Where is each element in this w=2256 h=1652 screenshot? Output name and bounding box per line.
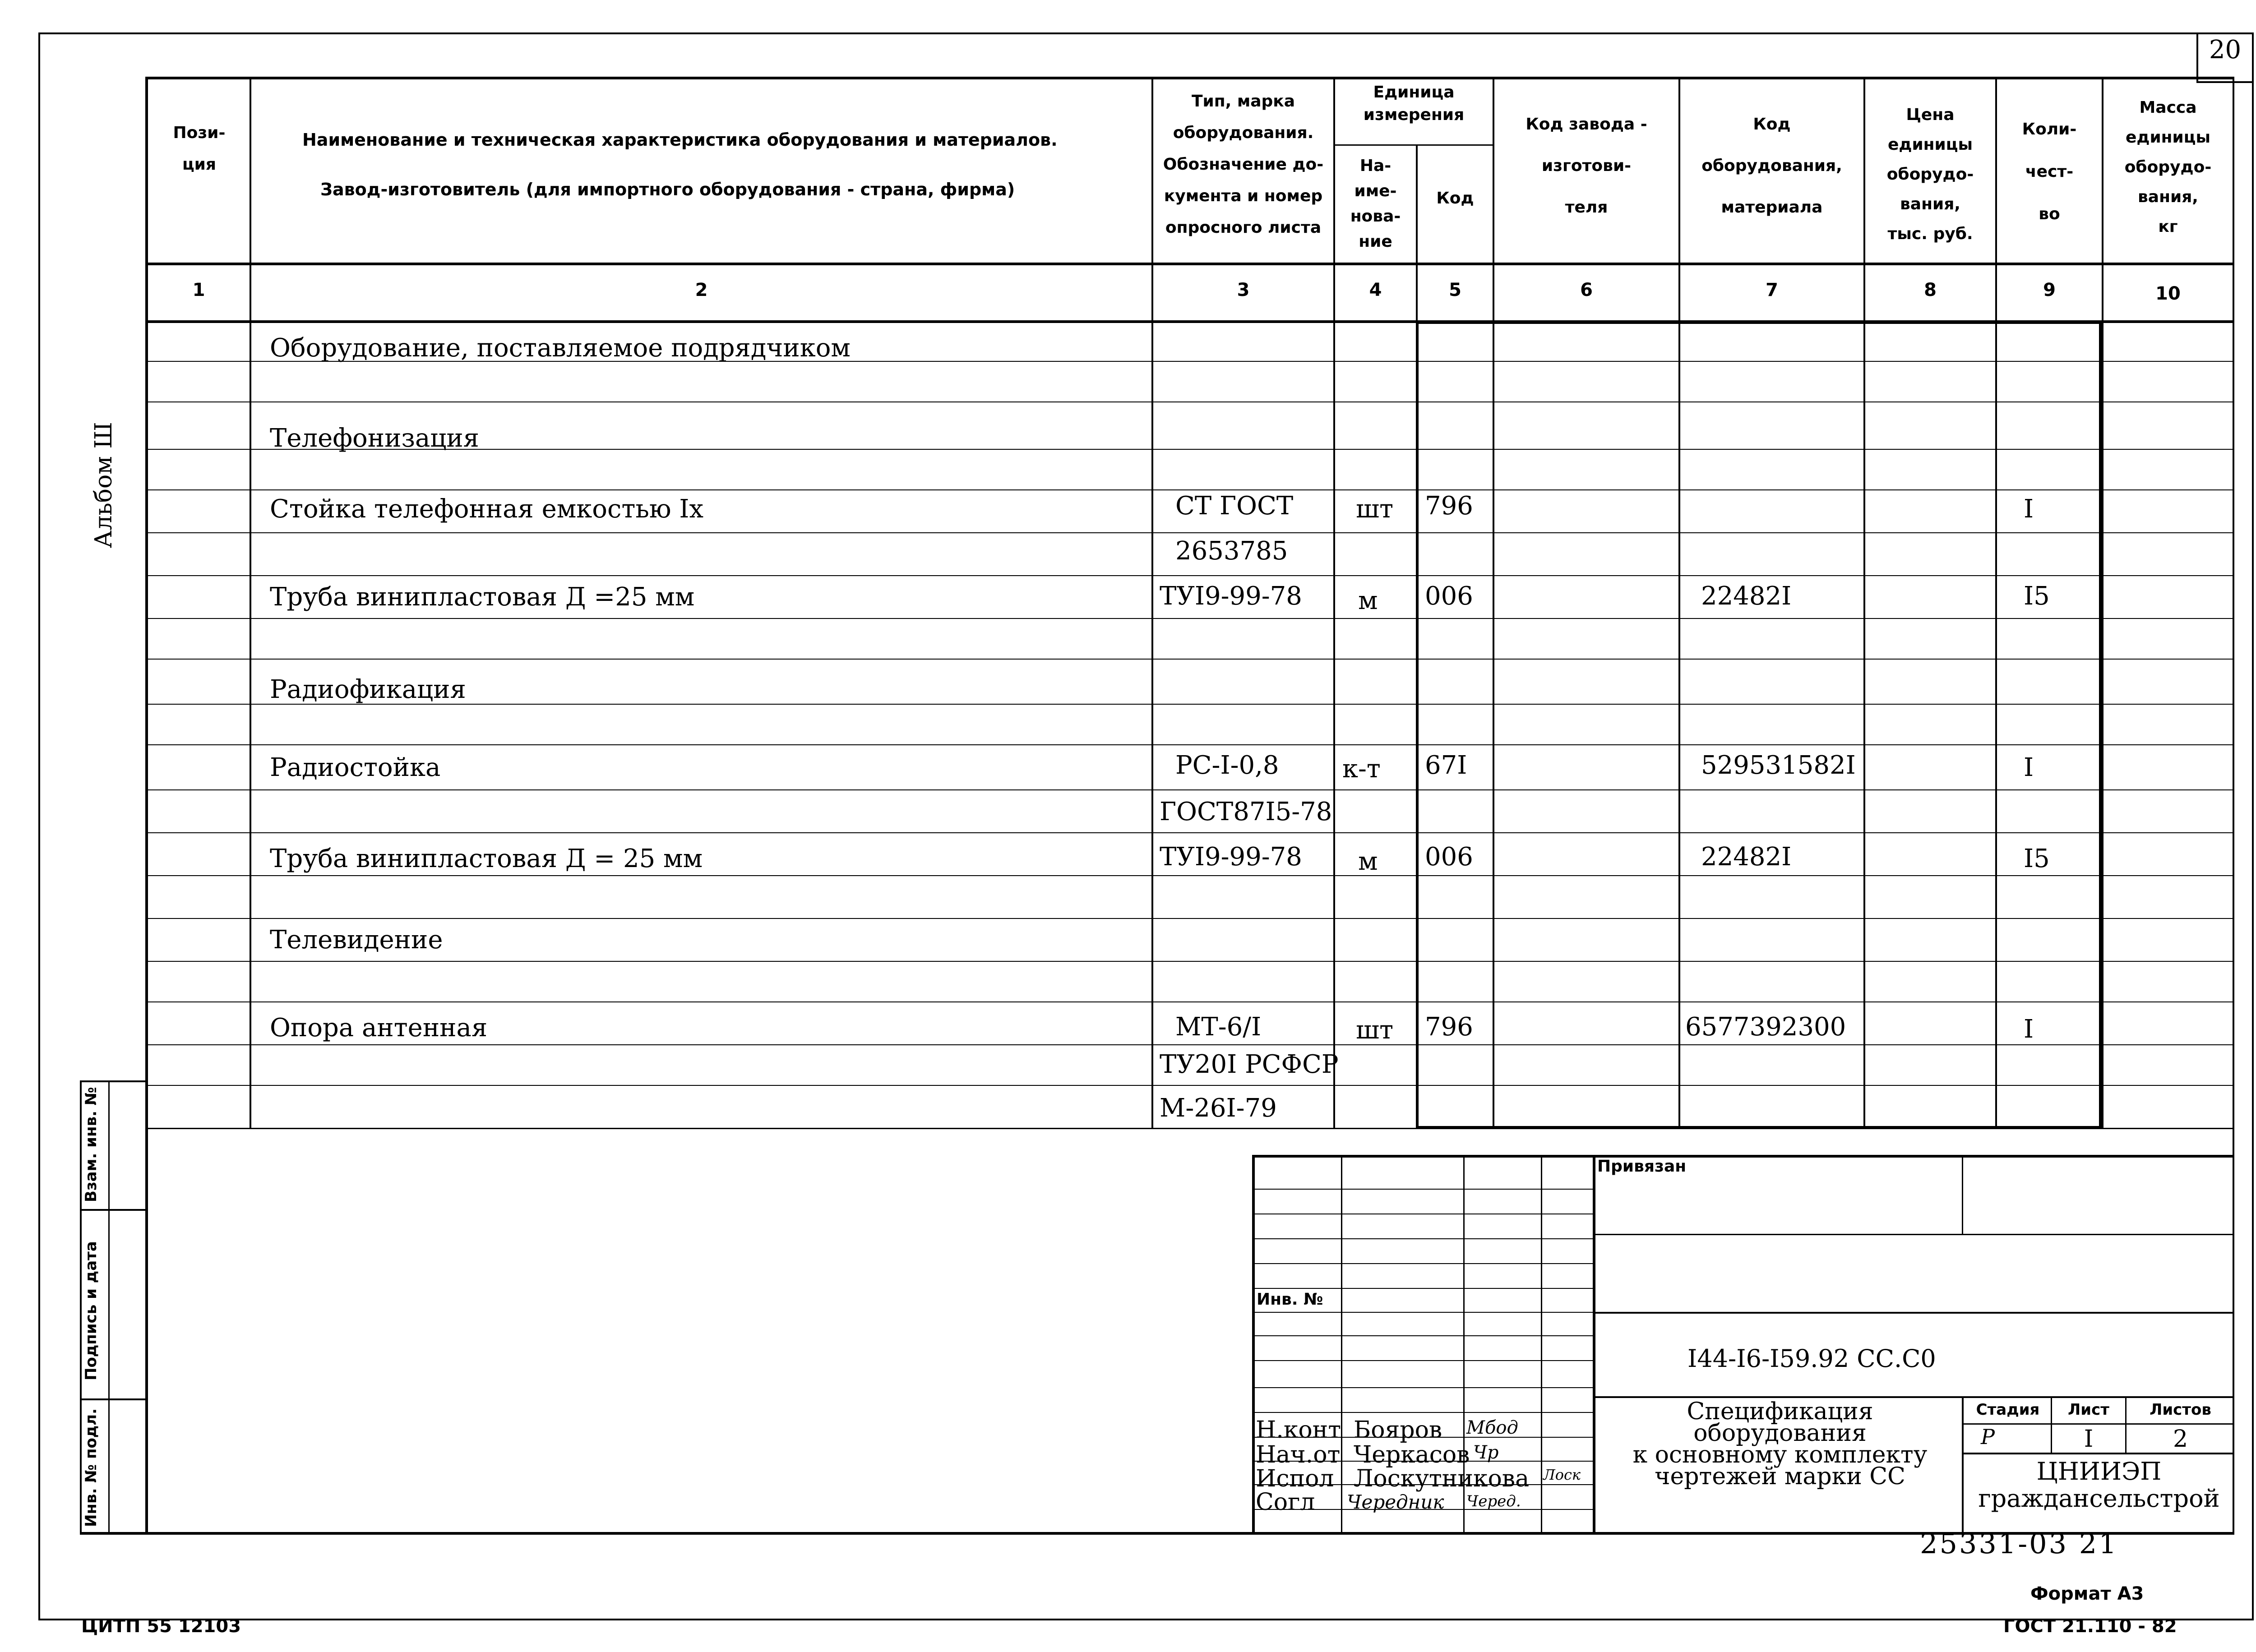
signer-name: Лоскутникова bbox=[1354, 1465, 1530, 1492]
frame-top bbox=[38, 32, 2254, 34]
row-equip-code: 529531582I bbox=[1701, 751, 1856, 780]
row-name: Опора антенная bbox=[270, 1013, 488, 1043]
inv-no-label: Инв. № bbox=[1257, 1290, 1323, 1309]
signer-signature: Лоск bbox=[1543, 1466, 1581, 1483]
handwritten-number: 25331-03 21 bbox=[1920, 1527, 2118, 1560]
row-type: 2653785 bbox=[1175, 536, 1288, 566]
privyazan-label: Привязан bbox=[1597, 1157, 1687, 1176]
header-col5: Код bbox=[1436, 189, 1474, 208]
row-name: Радиофикация bbox=[270, 675, 466, 704]
row-qty: I bbox=[2024, 753, 2034, 782]
header-col8: Цена единицы оборудо- вания, тыс. руб. bbox=[1886, 106, 1974, 243]
frame-bottom bbox=[38, 1619, 2254, 1620]
row-equip-code: 22482I bbox=[1701, 842, 1792, 872]
header-col4: На- име- нова- ние bbox=[1350, 157, 1401, 251]
stamp-inv-podl: Инв. № подл. bbox=[82, 1408, 100, 1527]
row-name: Стойка телефонная емкостью Iх bbox=[270, 494, 704, 524]
row-code: 796 bbox=[1425, 491, 1473, 521]
col-number: 3 bbox=[1237, 280, 1250, 300]
format-label: Формат А3 bbox=[2030, 1583, 2144, 1604]
signer-name: Бояров bbox=[1354, 1417, 1442, 1444]
row-type: ГОСТ87I5-78 bbox=[1160, 797, 1332, 826]
table-top bbox=[145, 77, 2234, 79]
page-number: 20 bbox=[2209, 35, 2242, 65]
signer-signature: Мбод bbox=[1466, 1417, 1518, 1438]
row-name: Телевидение bbox=[270, 925, 443, 955]
header-col2-line2: Завод-изготовитель (для импортного оборудования - страна, фирма) bbox=[320, 180, 1015, 199]
col-number: 2 bbox=[695, 280, 708, 300]
frame-left bbox=[38, 32, 40, 1620]
signer-role: Н.конт bbox=[1256, 1417, 1341, 1444]
row-code: 006 bbox=[1425, 842, 1473, 872]
row-unit: шт bbox=[1356, 1015, 1394, 1045]
row-code: 67I bbox=[1425, 751, 1467, 780]
col-number: 6 bbox=[1580, 280, 1593, 300]
row-name: Труба винипластовая Д = 25 мм bbox=[270, 844, 703, 873]
row-code: 006 bbox=[1425, 581, 1473, 611]
row-unit: м bbox=[1358, 847, 1378, 876]
gost-label: ГОСТ 21.110 - 82 bbox=[2003, 1616, 2177, 1637]
row-unit: шт bbox=[1356, 494, 1394, 524]
sheets-value: 2 bbox=[2173, 1426, 2188, 1453]
row-type: МТ-6/I bbox=[1175, 1012, 1262, 1042]
signer-name: Чередник bbox=[1347, 1491, 1444, 1513]
album-label: Альбом Ш bbox=[90, 422, 117, 548]
row-name: Труба винипластовая Д =25 мм bbox=[270, 582, 695, 612]
signer-name: Черкасов bbox=[1354, 1441, 1470, 1468]
sheets-label: Листов bbox=[2150, 1401, 2211, 1419]
header-col7: Код оборудования, материала bbox=[1701, 115, 1842, 217]
row-unit: м bbox=[1358, 586, 1378, 615]
header-col2-line1: Наименование и техническая характеристика оборудования и материалов. bbox=[302, 130, 1058, 150]
row-type: М-26I-79 bbox=[1160, 1094, 1277, 1123]
spec-title: Спецификация оборудования к основному комплекту чертежей марки СС bbox=[1632, 1398, 1928, 1490]
signer-role: Согл bbox=[1256, 1489, 1315, 1516]
row-qty: I5 bbox=[2024, 844, 2050, 873]
col-number: 8 bbox=[1924, 280, 1937, 300]
col-number: 4 bbox=[1369, 280, 1382, 300]
header-col9: Коли- чест- во bbox=[2022, 120, 2077, 223]
stamp-vzam: Взам. инв. № bbox=[82, 1087, 100, 1202]
row-unit: к-т bbox=[1342, 754, 1381, 784]
row-name: Оборудование, поставляемое подрядчиком bbox=[270, 333, 851, 363]
stamp-podpis: Подпись и дата bbox=[82, 1241, 100, 1380]
header-col45: Единица измерения bbox=[1363, 83, 1465, 124]
col-number: 5 bbox=[1449, 280, 1461, 300]
row-name: Радиостойка bbox=[270, 753, 441, 782]
org-name: ЦНИИЭП граждансельстрой bbox=[1978, 1457, 2220, 1513]
header-col6: Код завода - изготови- теля bbox=[1526, 115, 1647, 217]
row-type: ТУI9-99-78 bbox=[1160, 581, 1302, 611]
signer-signature: Черед. bbox=[1466, 1492, 1521, 1510]
row-type: ТУ20I РСФСР bbox=[1160, 1050, 1339, 1079]
signer-role: Нач.от bbox=[1256, 1441, 1341, 1468]
citp-code: ЦИТП 55 12103 bbox=[81, 1616, 241, 1637]
col-number: 1 bbox=[192, 280, 205, 300]
row-equip-code: 22482I bbox=[1701, 581, 1792, 611]
header-col10: Масса единицы оборудо- вания, кг bbox=[2124, 98, 2212, 236]
sheet-value: I bbox=[2084, 1426, 2094, 1453]
row-qty: I bbox=[2024, 1015, 2034, 1044]
signer-role: Испол bbox=[1256, 1465, 1334, 1492]
row-equip-code: 6577392300 bbox=[1685, 1012, 1846, 1042]
row-qty: I5 bbox=[2024, 581, 2050, 611]
header-col3: Тип, марка оборудования. Обозначение до- кумента и номер опросного листа bbox=[1163, 92, 1324, 237]
header-col1: Пози- ция bbox=[173, 124, 226, 174]
row-code: 796 bbox=[1425, 1012, 1473, 1042]
row-qty: I bbox=[2024, 494, 2034, 524]
row-name: Телефонизация bbox=[270, 424, 479, 453]
row-type: СТ ГОСТ bbox=[1175, 491, 1294, 521]
inner-right bbox=[2233, 79, 2234, 1534]
inner-bottom bbox=[80, 1532, 2234, 1535]
row-type: ТУI9-99-78 bbox=[1160, 842, 1302, 872]
col-number: 9 bbox=[2043, 280, 2056, 300]
stage-value: Р bbox=[1981, 1425, 1995, 1449]
sheet-label: Лист bbox=[2068, 1401, 2109, 1419]
frame-right bbox=[2252, 32, 2254, 1620]
row-type: РС-I-0,8 bbox=[1175, 751, 1279, 780]
signer-signature: Чр bbox=[1473, 1442, 1499, 1463]
col-number: 7 bbox=[1766, 280, 1778, 300]
doc-code: I44-I6-I59.92 СС.С0 bbox=[1687, 1344, 1936, 1373]
stage-label: Стадия bbox=[1976, 1401, 2040, 1419]
col-number: 10 bbox=[2155, 283, 2181, 304]
